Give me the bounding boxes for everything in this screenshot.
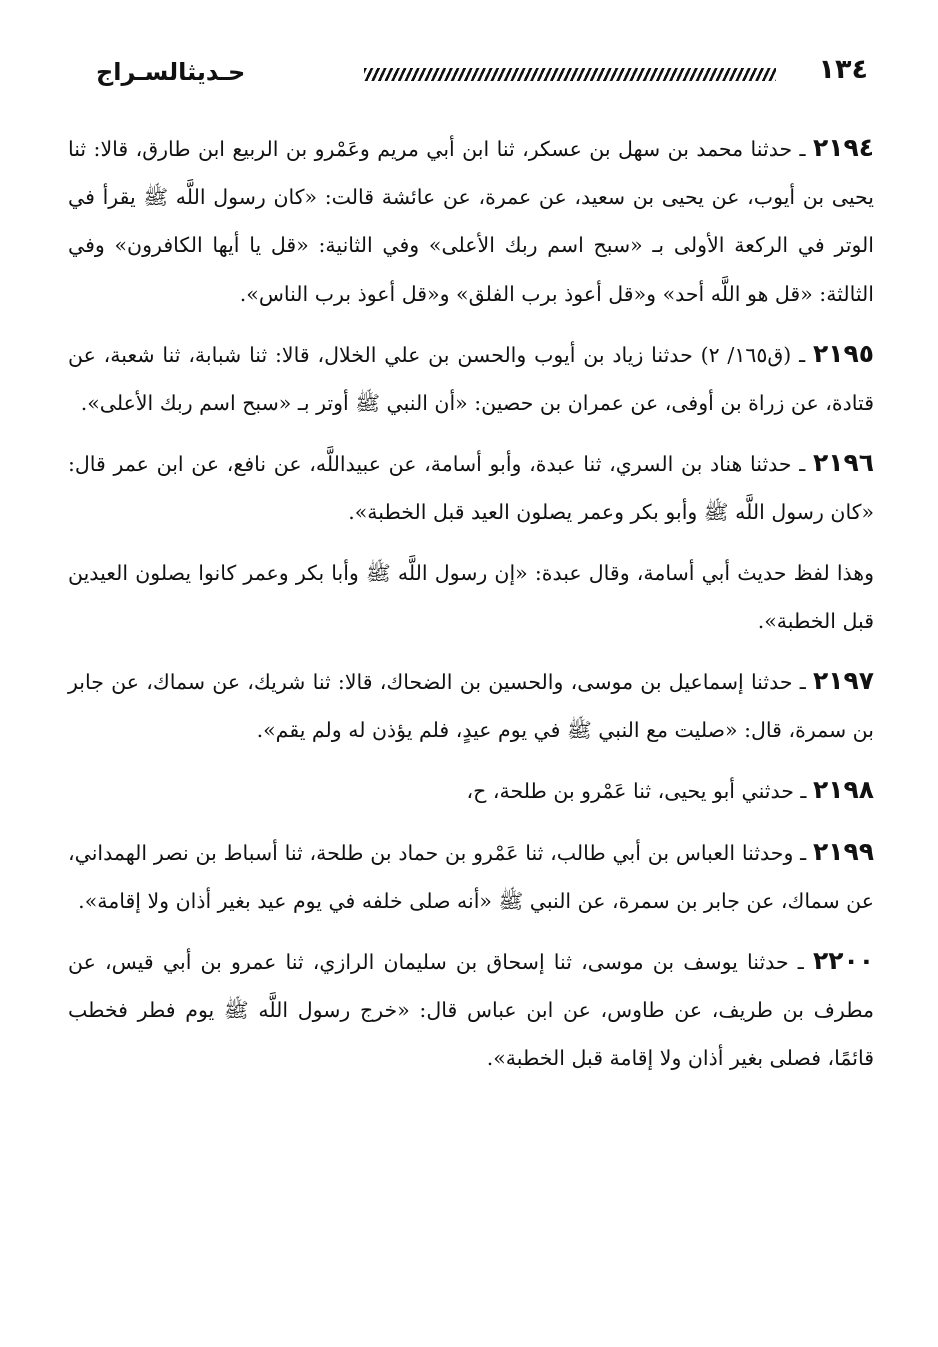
hadith-text: ـ حدثنا محمد بن سهل بن عسكر، ثنا ابن أبي مريم وعَمْرو بن الربيع ابن طارق، قالا: ثنا يحيى بن أيوب، عن يحيى بن سعيد، عن عمرة، عن عائشة قالت: «كان رسول اللَّه ﷺ يقرأ في الوتر في الركعة الأولى بـ «سبح اسم ربك الأعلى» وفي الثانية: «قل يا أيها الكافرون» وفي الثالثة: «قل هو اللَّه أحد» و«قل أعوذ برب الفلق» و«قل أعوذ برب الناس». [68,137,874,306]
hadith-text: ـ حدثنا هناد بن السري، ثنا عبدة، وأبو أسامة، عن عبيداللَّه، عن نافع، عن ابن عمر قال: «كان رسول اللَّه ﷺ وأبو بكر وعمر يصلون العيد قبل الخطبة». [68,452,874,525]
hadith-number: ٢١٩٨ [812,775,874,805]
hadith-text: ـ وحدثنا العباس بن أبي طالب، ثنا عَمْرو بن حماد بن طلحة، ثنا أسباط بن نصر الهمداني، عن سماك، عن جابر بن سمرة، عن النبي ﷺ «أنه صلى خلفه في يوم عيد بغير أذان ولا إقامة». [68,840,874,913]
hadith-paragraph-2196 [68,439,874,536]
hadith-number: ٢١٩٧ [812,666,874,696]
hadith-number: ٢١٩٤ [812,133,874,162]
hadith-text: ـ (ق١٦٥/ ٢) حدثنا زياد بن أيوب والحسن بن علي الخلال، قالا: ثنا شبابة، ثنا شعبة، عن قتادة، عن زراة بن أوفى، عن عمران بن حصين: «أن النبي ﷺ أوتر بـ «سبح اسم ربك الأعلى». [68,342,874,416]
hadith-number: ٢١٩٦ [812,448,874,478]
hadith-paragraph-2199 [68,828,874,925]
hadith-text: ـ حدثنا إسماعيل بن موسى، والحسين بن الضحاك، قالا: ثنا شريك، عن سماك، عن جابر بن سمرة، قال: «صليت مع النبي ﷺ في يوم عيدٍ، فلم يؤذن له ولم يقم». [68,670,874,743]
hadith-paragraph-2198 [68,766,874,815]
page-body [68,124,874,1095]
hadith-paragraph-2200 [68,937,874,1083]
hadith-number: ٢١٩٥ [812,338,874,368]
hadith-text: ـ حدثنا يوسف بن موسى، ثنا إسحاق بن سليمان الرازي، ثنا عمرو بن أبي قيس، عن مطرف بن طريف، عن طاوس، عن ابن عباس قال: «خرج رسول اللَّه ﷺ يوم فطر فخطب قائمًا، فصلى بغير أذان ولا إقامة قبل الخطبة». [68,950,874,1071]
page-header [96,52,868,92]
note-text: وهذا لفظ حديث أبي أسامة، وقال عبدة: «إن رسول اللَّه ﷺ وأبا بكر وعمر كانوا يصلون العيدين قبل الخطبة». [68,560,874,633]
hadith-note-paragraph [68,549,874,645]
hadith-number: ٢٢٠٠ [812,946,874,976]
hadith-paragraph-2194 [68,124,874,318]
page-number: ١٣٤ [818,54,868,85]
hadith-number: ٢١٩٩ [812,836,874,866]
hadith-paragraph-2195 [68,330,874,427]
hadith-paragraph-2197 [68,657,874,754]
header-decorative-rule [364,68,776,81]
hadith-text: ـ حدثني أبو يحيى، ثنا عَمْرو بن طلحة، ح، [466,779,813,804]
running-title: حـديثالسـراج [96,58,246,86]
